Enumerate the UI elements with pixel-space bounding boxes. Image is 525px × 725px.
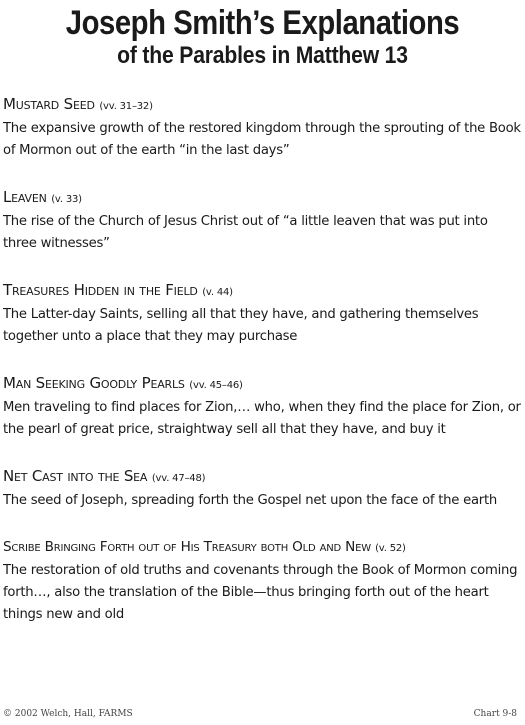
parable-explanation: The rise of the Church of Jesus Christ out of “a little leaven that was put into three witnesses” bbox=[3, 214, 488, 251]
parable-name: Mustard Seed bbox=[3, 95, 95, 113]
parable-entry-mustard-seed bbox=[3, 93, 521, 162]
parable-explanation: Men traveling to find places for Zion,… who, when they find the place for Zion, or the pearl of great price, straightway sell all that they have, and buy it bbox=[3, 400, 521, 437]
parable-entry-goodly-pearls bbox=[3, 372, 521, 441]
parable-heading bbox=[3, 536, 521, 560]
parable-list bbox=[3, 93, 521, 626]
parable-entry-leaven bbox=[3, 186, 521, 255]
parable-explanation: The expansive growth of the restored kingdom through the sprouting of the Book of Mormon out of the earth “in the last days” bbox=[3, 121, 521, 158]
verse-reference: (vv. 45–46) bbox=[189, 380, 243, 391]
parable-heading bbox=[3, 372, 521, 397]
verse-reference: (vv. 31–32) bbox=[99, 101, 153, 112]
parable-heading bbox=[3, 465, 521, 490]
parable-heading bbox=[3, 279, 521, 304]
parable-name: Scribe Bringing Forth out of His Treasury both Old and New bbox=[3, 539, 371, 555]
verse-reference: (v. 44) bbox=[202, 287, 233, 298]
parable-heading bbox=[3, 93, 521, 118]
parable-entry-scribe bbox=[3, 536, 521, 626]
parable-entry-net-cast bbox=[3, 465, 521, 512]
parable-explanation: The seed of Joseph, spreading forth the Gospel net upon the face of the earth bbox=[3, 493, 497, 508]
copyright-notice: © 2002 Welch, Hall, FARMS bbox=[3, 709, 133, 719]
parable-explanation: The Latter-day Saints, selling all that they have, and gathering themselves together unto a place that they may purchase bbox=[3, 307, 479, 344]
verse-reference: (v. 52) bbox=[375, 543, 406, 554]
verse-reference: (v. 33) bbox=[51, 194, 82, 205]
parable-name: Net Cast into the Sea bbox=[3, 467, 148, 485]
page-title bbox=[0, 4, 525, 70]
title-line-1: Joseph Smith’s Explanations bbox=[65, 4, 460, 42]
chart-number: Chart 9-8 bbox=[473, 709, 517, 719]
parable-heading bbox=[3, 186, 521, 211]
parable-name: Leaven bbox=[3, 188, 47, 206]
parable-explanation: The restoration of old truths and covenants through the Book of Mormon coming forth…, also the translation of the Bible—thus bringing forth out of the heart things new and old bbox=[3, 563, 518, 622]
parable-name: Man Seeking Goodly Pearls bbox=[3, 374, 185, 392]
parable-name: Treasures Hidden in the Field bbox=[3, 281, 198, 299]
title-line-2: of the Parables in Matthew 13 bbox=[117, 42, 408, 69]
parable-entry-treasures-hidden bbox=[3, 279, 521, 348]
verse-reference: (vv. 47–48) bbox=[151, 473, 206, 484]
